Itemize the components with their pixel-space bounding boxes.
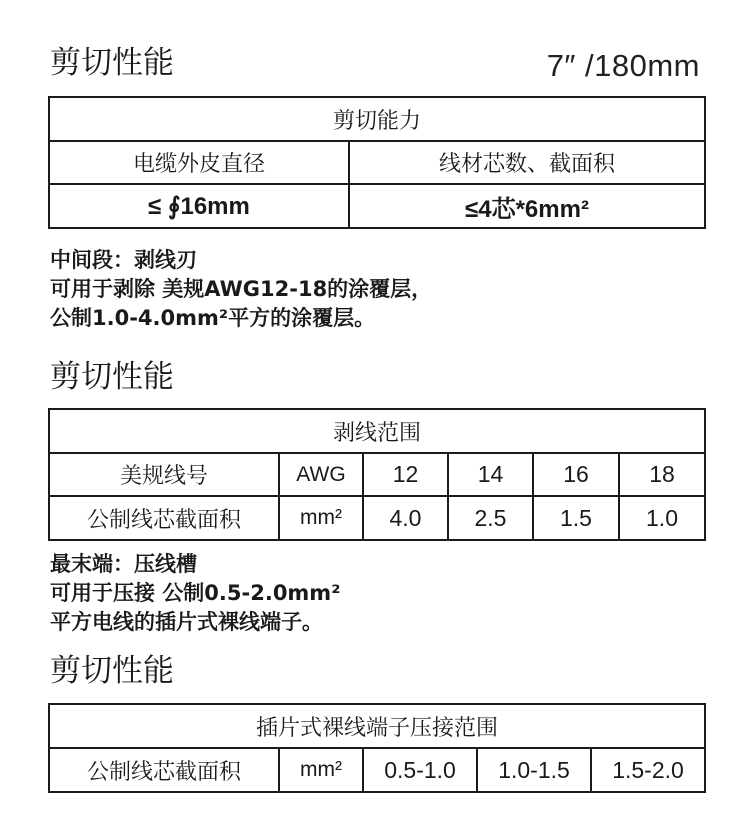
cable-diameter-value: ≤ ∮16mm [49, 184, 349, 228]
awg-value: 16 [533, 453, 619, 496]
metric-value: 1.5 [533, 496, 619, 540]
wire-cores-value: ≤4芯*6mm² [349, 184, 705, 228]
stripping-range-header: 剥线范围 [49, 409, 705, 453]
awg-value: 12 [363, 453, 448, 496]
section3-title: 剪切性能 [50, 653, 174, 689]
crimp-unit: mm² [279, 748, 363, 792]
cutting-capacity-header: 剪切能力 [49, 97, 705, 141]
awg-unit: AWG [279, 453, 363, 496]
note-line: 可用于压接 公制0.5-2.0mm² [50, 581, 341, 605]
note-line: 平方电线的插片式裸线端子。 [50, 610, 323, 634]
crimping-range-table [48, 703, 706, 793]
crimp-value: 1.5-2.0 [591, 748, 705, 792]
crimping-range-header: 插片式裸线端子压接范围 [49, 704, 705, 748]
awg-row-label: 美规线号 [49, 453, 279, 496]
crimp-value: 0.5-1.0 [363, 748, 477, 792]
metric-value: 1.0 [619, 496, 705, 540]
section1-title: 剪切性能 [50, 45, 174, 81]
cable-diameter-label: 电缆外皮直径 [49, 141, 349, 184]
metric-value: 2.5 [448, 496, 533, 540]
note-line: 中间段：剥线刃 [50, 248, 197, 272]
section2-title: 剪切性能 [50, 359, 174, 395]
crimp-value: 1.0-1.5 [477, 748, 591, 792]
note-line: 公制1.0-4.0mm²平方的涂覆层。 [50, 306, 376, 330]
awg-value: 18 [619, 453, 705, 496]
metric-unit: mm² [279, 496, 363, 540]
note-line: 可用于剥除 美规AWG12-18的涂覆层， [50, 277, 433, 301]
crimp-row-label: 公制线芯截面积 [49, 748, 279, 792]
note-line: 最末端：压线槽 [50, 552, 197, 576]
cutting-capacity-table [48, 96, 706, 229]
stripping-note [50, 246, 432, 333]
awg-value: 14 [448, 453, 533, 496]
metric-row-label: 公制线芯截面积 [49, 496, 279, 540]
wire-cores-label: 线材芯数、截面积 [349, 141, 705, 184]
model-spec: 7″ /180mm [546, 48, 700, 83]
crimping-note [50, 550, 340, 637]
metric-value: 4.0 [363, 496, 448, 540]
stripping-range-table [48, 408, 706, 541]
